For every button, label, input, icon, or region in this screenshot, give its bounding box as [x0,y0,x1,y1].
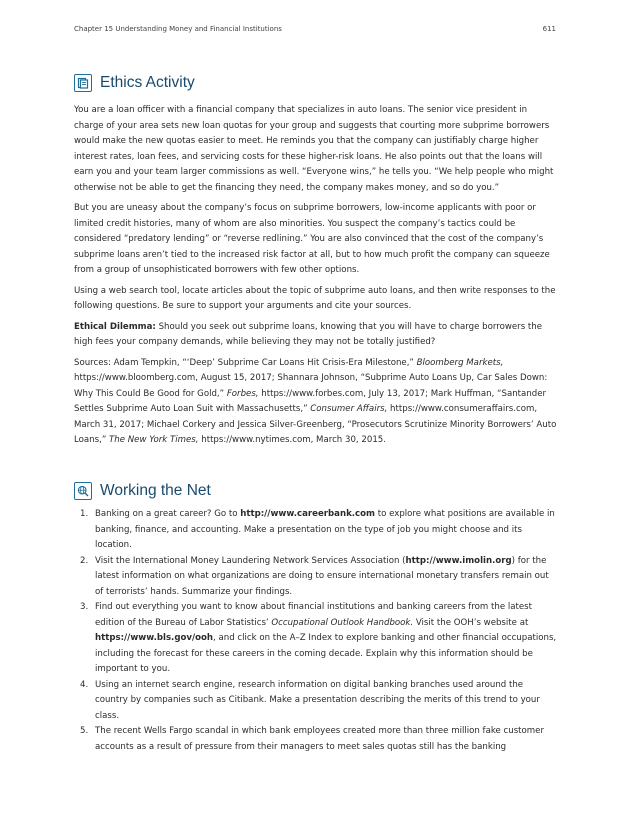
item-number: 4. [80,679,89,690]
chapter-title: Chapter 15 Understanding Money and Financial Institutions [74,25,282,33]
careerbank-link[interactable]: http://www.careerbank.com [240,509,376,519]
source-text-3: https://www.forbes.com, July 13, 2017; Mark Huffman, “Santander Settles Subprime Auto Loan Suit with Massachusetts,” [74,388,547,414]
ethical-dilemma [74,320,557,351]
dilemma-label: Ethical Dilemma: [74,321,156,332]
globe-search-icon [74,482,92,500]
item-text: Find out everything you want to know about financial institutions and banking careers from the latest edition of the Bureau of Labor Statistics’ [95,602,533,628]
ethics-book-icon [74,74,92,92]
dilemma-text: Should you seek out subprime loans, knowing that you will have to charge borrowers the high fees your company demands, while believing they may not be totally justified? [74,321,543,347]
imolin-link[interactable]: http://www.imolin.org [405,555,512,566]
item-text: Banking on a great career? Go to [95,509,241,519]
source-text-5: https://www.nytimes.com, March 30, 2015. [198,435,386,445]
net-body [74,507,557,755]
source-pub-2: Forbes, [226,388,259,399]
source-pub-1: Bloomberg Markets, [416,357,504,368]
item-number: 1. [80,509,89,519]
source-text-1: Sources: Adam Tempkin, “‘Deep’ Subprime Car Loans Hit Crisis-Era Milestone,” [74,357,417,368]
source-text-4: https://www.consumeraffairs.com, March 31, 2017; Michael Corkery and Jessica Silver-Greenberg, “Prosecutors Scrutinize Minority Borrowers’ Auto Loans,” [74,404,557,445]
item-text: Using an internet search engine, research information on digital banking branches used around the country by companies such as Citibank. Make a presentation describing the merits of this trend to your class. [95,679,540,721]
sources [74,356,557,449]
item-number: 5. [80,726,89,736]
working-the-net-title: Working the Net [100,482,211,499]
list-item [74,554,557,601]
list-item [74,724,557,755]
page-number: 611 [542,25,556,33]
list-item [74,678,557,725]
running-head [74,25,556,33]
source-pub-4: The New York Times, [109,435,199,445]
item-text: , and click on the A–Z Index to explore banking and other financial occupations, including the forecast for these careers in the coming decade. Explain why this information should be important to you. [95,633,557,674]
item-number: 3. [80,602,89,612]
ethics-activity-heading [74,74,195,92]
ethics-paragraph-3: Using a web search tool, locate articles about the topic of subprime auto loans, and then write responses to the following questions. Be sure to support your arguments and cite your sources. [74,285,556,311]
ethics-paragraph-2: But you are uneasy about the company’s focus on subprime borrowers, low-income applicants with poor or limited credit histories, many of whom are also minorities. You suspect the company’s tactics could be considered “predatory lending” or “reverse redlining.” You are also convinced that the cost of the company’s subprime loans aren’t tied to the increased risk factor at all, but to how much profit the company can squeeze from a group of unsophisticated borrowers with few other options. [74,203,550,275]
handbook-title: Occupational Outlook Handbook. [271,617,414,628]
list-item [74,600,557,678]
working-the-net-heading [74,482,211,500]
ethics-paragraph-1: You are a loan officer with a financial company that specializes in auto loans. The senior vice president in charge of your area sets new loan quotas for your group and suggests that courting more subprime borrowers would make the new quotas easier to meet. He reminds you that the company can justifiably charge higher interest rates, loan fees, and servicing costs for these higher-risk loans. He also points out that the loans will earn you and your team larger commissions as well. “Everyone wins,” he tells you. “We help people who might otherwise not be able to get the financing they need, the company makes money, and so do you.” [74,105,554,193]
source-text-2: https://www.bloomberg.com, August 15, 2017; Shannara Johnson, “Subprime Auto Loans Up, Car Sales Down: Why This Could Be Good for Gold,” [74,373,548,399]
item-text: to explore what positions are available in banking, finance, and accounting. Make a presentation on the type of job you might choose and its location. [95,509,555,550]
bls-link[interactable]: https://www.bls.gov/ooh [95,633,214,643]
net-list [74,507,557,755]
list-item [74,507,557,554]
ethics-body [74,103,557,454]
item-text: ) for the latest information on what organizations are doing to ensure international monetary transfers remain out of terrorists’ hands. Summarize your findings. [95,555,549,597]
item-text: Visit the OOH’s website at [413,617,529,628]
item-text: Visit the International Money Laundering Network Services Association ( [95,555,406,566]
item-text: The recent Wells Fargo scandal in which bank employees created more than three million fake customer accounts as a result of pressure from their managers to meet sales quotas still has the banking [95,726,545,752]
ethics-activity-title: Ethics Activity [100,74,195,91]
item-number: 2. [80,555,89,566]
source-pub-3: Consumer Affairs, [310,404,388,414]
